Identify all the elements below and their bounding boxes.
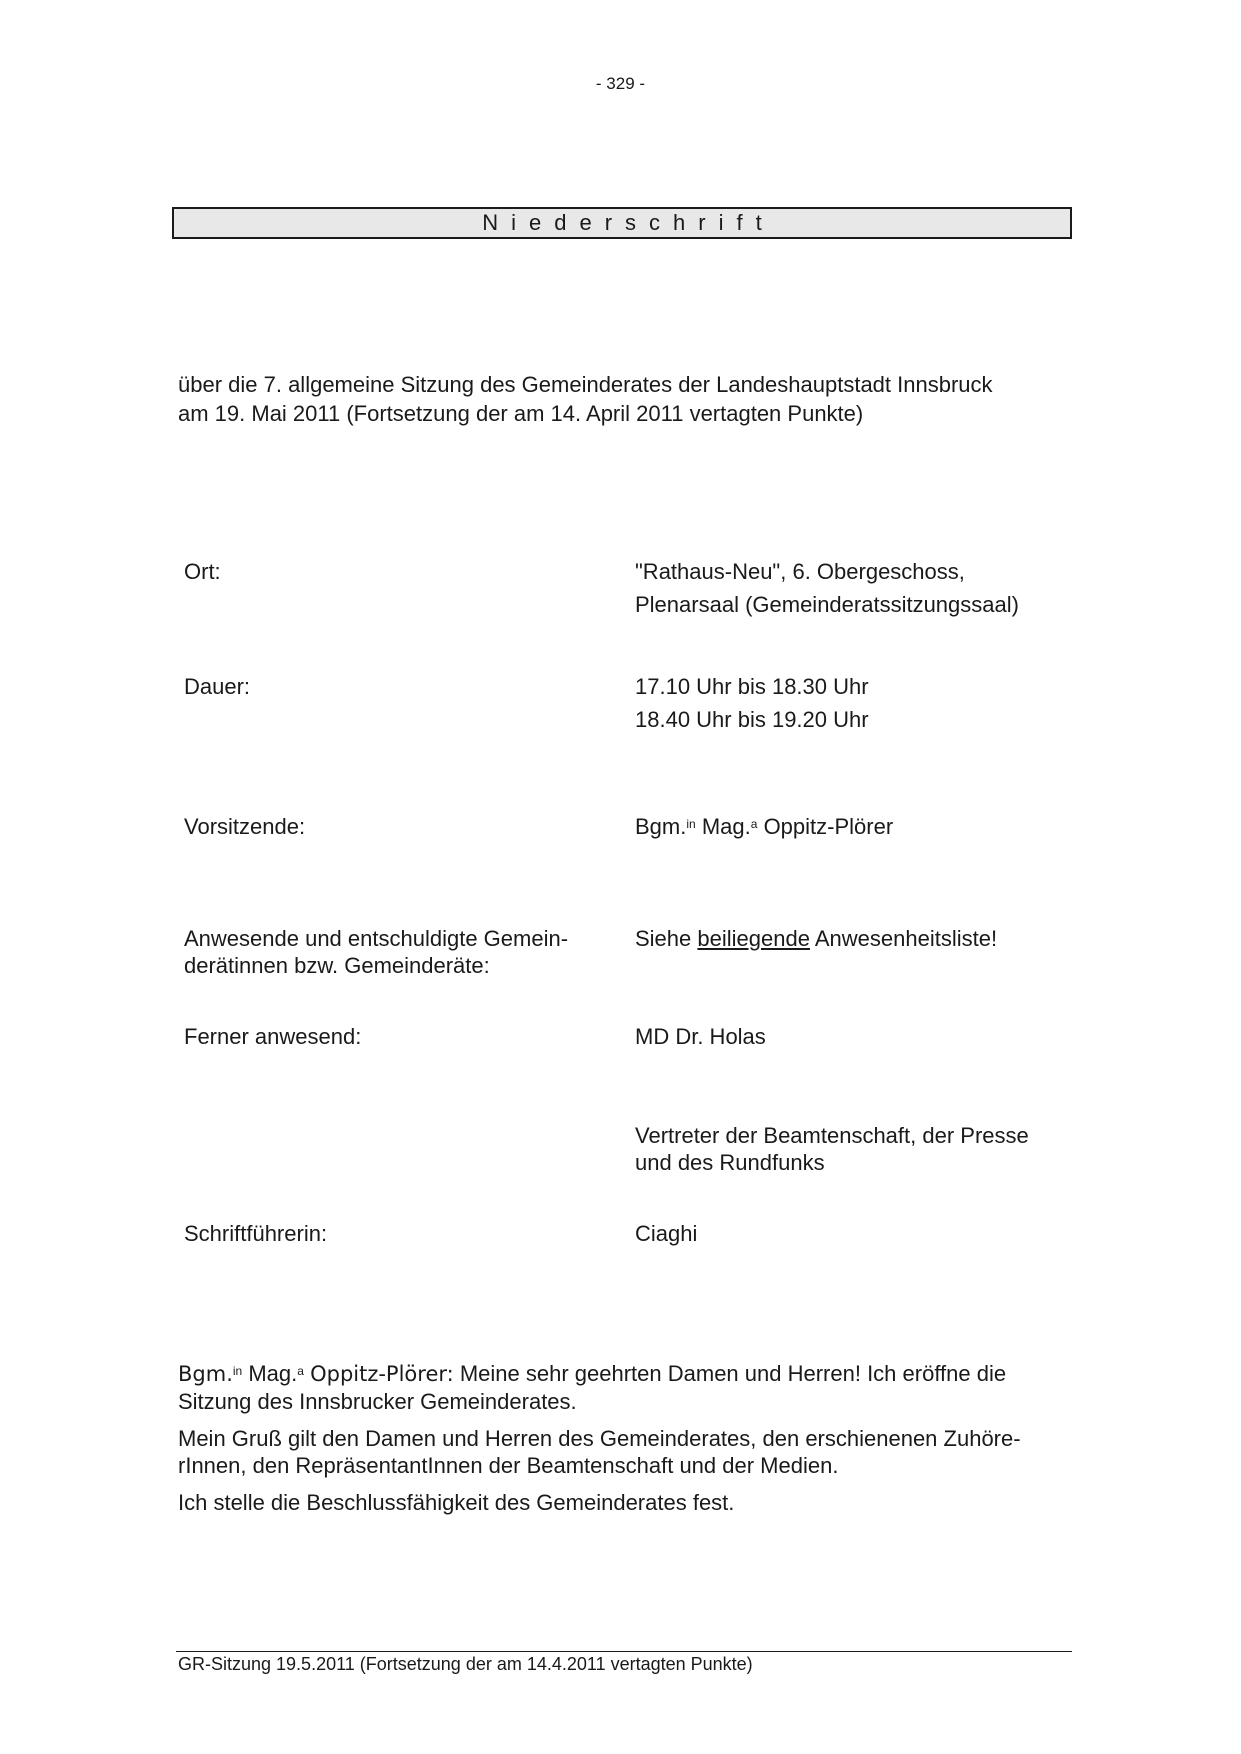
footer: GR-Sitzung 19.5.2011 (Fortsetzung der am 14.4.2011 vertagten Punkte) [178, 1654, 753, 1674]
speech-p1-line-2: Sitzung des Innsbrucker Gemeinderates. [178, 1389, 577, 1414]
speech-paragraph-1 [178, 1360, 1078, 1415]
dauer-label: Dauer: [184, 674, 251, 699]
ort-line-2: Plenarsaal (Gemeinderatssitzungssaal) [635, 592, 1019, 617]
title-box [172, 207, 1072, 239]
ort-line-1: "Rathaus-Neu", 6. Obergeschoss, [635, 559, 965, 584]
schriftfuehrerin-label: Schriftführerin: [184, 1221, 328, 1246]
schriftfuehrerin-value: Ciaghi [635, 1221, 698, 1246]
anwesende-value [635, 925, 1075, 952]
speech-p1-line-1: Meine sehr geehrten Damen und Herren! Ich eröffne die [459, 1361, 1007, 1386]
vorsitzende-value [635, 810, 1075, 843]
speech-p2-line-1: Mein Gruß gilt den Damen und Herren des Gemeinderates, den erschienenen Zuhöre- [178, 1426, 1021, 1451]
dauer-line-2: 18.40 Uhr bis 19.20 Uhr [635, 707, 869, 732]
anwesende-post: Anwesenheitsliste! [814, 926, 998, 951]
speech-p2-line-2: rInnen, den RepräsentantInnen der Beamtenschaft und der Medien. [178, 1453, 839, 1478]
intro-line-2: am 19. Mai 2011 (Fortsetzung der am 14. April 2011 vertagten Punkte) [178, 401, 864, 426]
anwesende-label-line-2: derätinnen bzw. Gemeinderäte: [184, 953, 490, 978]
vorsitzende-mag-sup: a [750, 817, 758, 831]
ferner-extra-line-2: und des Rundfunks [635, 1150, 825, 1175]
speech [178, 1360, 1078, 1526]
intro-text [178, 370, 1078, 428]
anwesende-pre: Siehe [635, 926, 692, 951]
vorsitzende-bgm-sup: in [686, 817, 696, 831]
vorsitzende-name: Oppitz-Plörer [763, 814, 894, 839]
anwesende-link: beiliegende [697, 926, 810, 951]
ferner-label: Ferner anwesend: [184, 1024, 362, 1049]
speaker-bgm-sup: in [232, 1364, 243, 1378]
vorsitzende-label: Vorsitzende: [184, 814, 306, 839]
ferner-extra-line-1: Vertreter der Beamtenschaft, der Presse [635, 1123, 1029, 1148]
ort-value [635, 555, 1075, 621]
ferner-extra [635, 1122, 1075, 1176]
speaker-mag: Mag. [248, 1361, 298, 1386]
vorsitzende-bgm: Bgm. [635, 814, 687, 839]
intro-line-1: über die 7. allgemeine Sitzung des Gemeinderates der Landeshauptstadt Innsbruck [178, 372, 993, 397]
footer-divider [176, 1651, 1072, 1652]
dauer-line-1: 17.10 Uhr bis 18.30 Uhr [635, 674, 869, 699]
speaker-name: Oppitz-Plörer: [310, 1362, 454, 1386]
ort-label: Ort: [184, 559, 221, 584]
speaker-bgm: Bgm. [178, 1362, 233, 1386]
speech-paragraph-3: Ich stelle die Beschlussfähigkeit des Gemeinderates fest. [178, 1490, 735, 1515]
anwesende-label [184, 925, 568, 979]
page-number: - 329 - [595, 74, 646, 93]
vorsitzende-mag: Mag. [701, 814, 751, 839]
speaker-mag-sup: a [297, 1364, 304, 1378]
speech-paragraph-2 [178, 1425, 1078, 1479]
dauer-value [635, 670, 1075, 736]
page-title: Niederschrift [482, 210, 775, 235]
ferner-value: MD Dr. Holas [635, 1024, 766, 1049]
anwesende-label-line-1: Anwesende und entschuldigte Gemein- [184, 926, 569, 951]
